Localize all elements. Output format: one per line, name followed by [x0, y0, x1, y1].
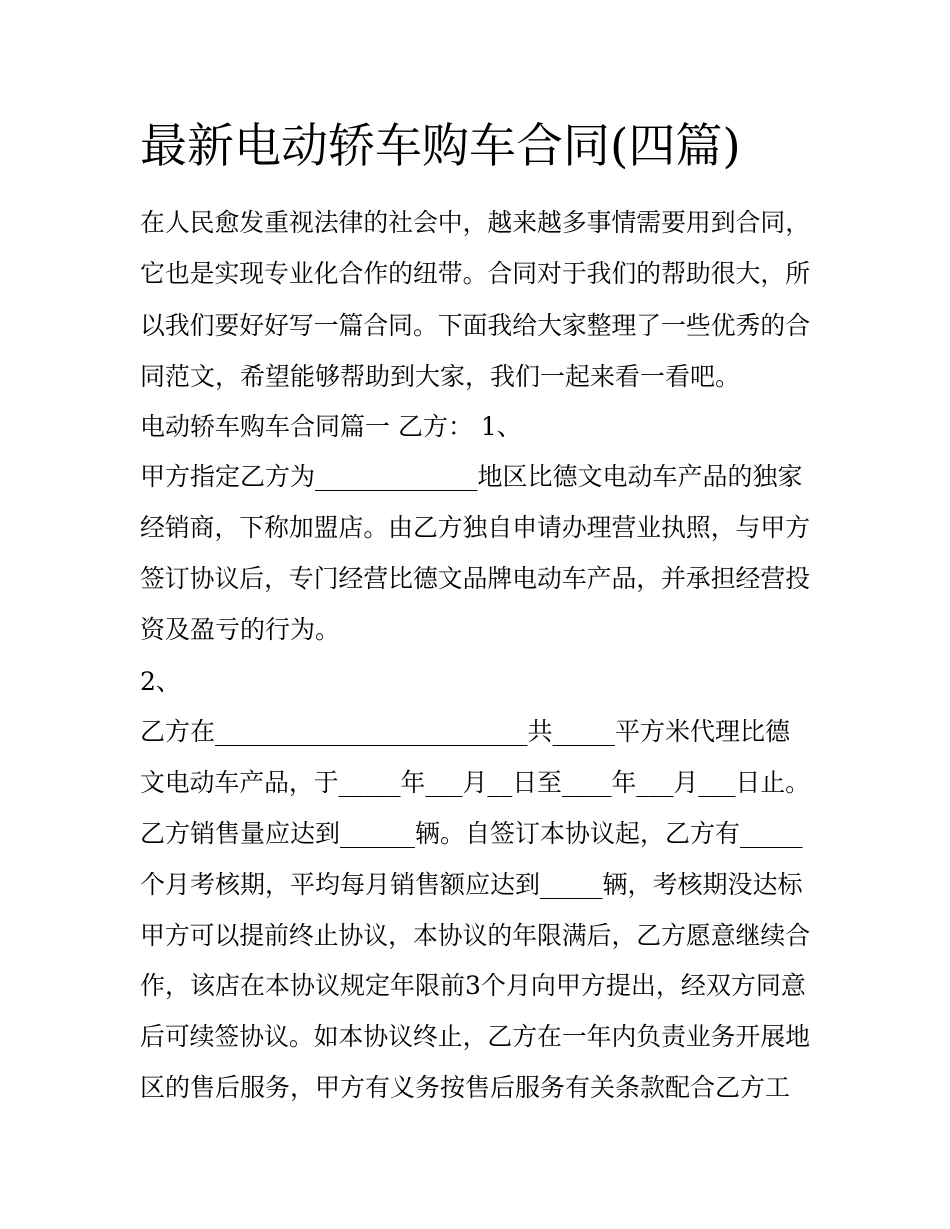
paragraph-line: 文电动车产品，于_____年___月__日至____年___月___日止。 [140, 768, 811, 797]
paragraph-line: 它也是实现专业化合作的纽带。合同对于我们的帮助很大，所 [140, 259, 811, 288]
document-title: 最新电动轿车购车合同(四篇) [140, 119, 741, 174]
paragraph-line: 在人民愈发重视法律的社会中，越来越多事情需要用到合同， [140, 208, 811, 237]
paragraph-line: 区的售后服务，甲方有义务按售后服务有关条款配合乙方工 [140, 1073, 791, 1102]
paragraph-line: 甲方指定乙方为_____________地区比德文电动车产品的独家 [140, 462, 803, 491]
paragraph-line: 经销商，下称加盟店。由乙方独自申请办理营业执照，与甲方 [140, 513, 811, 542]
paragraph-line: 资及盈亏的行为。 [140, 615, 341, 644]
item-number: 2、 [140, 667, 181, 696]
paragraph-line: 以我们要好好写一篇合同。下面我给大家整理了一些优秀的合 [140, 311, 811, 340]
section-heading-line: 电动轿车购车合同篇一 乙方： 1、 [140, 412, 522, 441]
paragraph-line: 个月考核期，平均每月销售额应达到_____辆，考核期没达标 [140, 870, 803, 899]
paragraph-line: 同范文，希望能够帮助到大家，我们一起来看一看吧。 [140, 362, 741, 391]
paragraph-line: 签订协议后，专门经营比德文品牌电动车产品，并承担经营投 [140, 564, 811, 593]
paragraph-line: 后可续签协议。如本协议终止，乙方在一年内负责业务开展地 [140, 1022, 811, 1051]
paragraph-line: 甲方可以提前终止协议，本协议的年限满后，乙方愿意继续合 [140, 921, 811, 950]
paragraph-line: 乙方在_________________________共_____平方米代理比德 [140, 717, 791, 746]
paragraph-line: 作，该店在本协议规定年限前3个月向甲方提出，经双方同意 [140, 971, 806, 1000]
paragraph-line: 乙方销售量应达到______辆。自签订本协议起，乙方有_____ [140, 819, 803, 848]
